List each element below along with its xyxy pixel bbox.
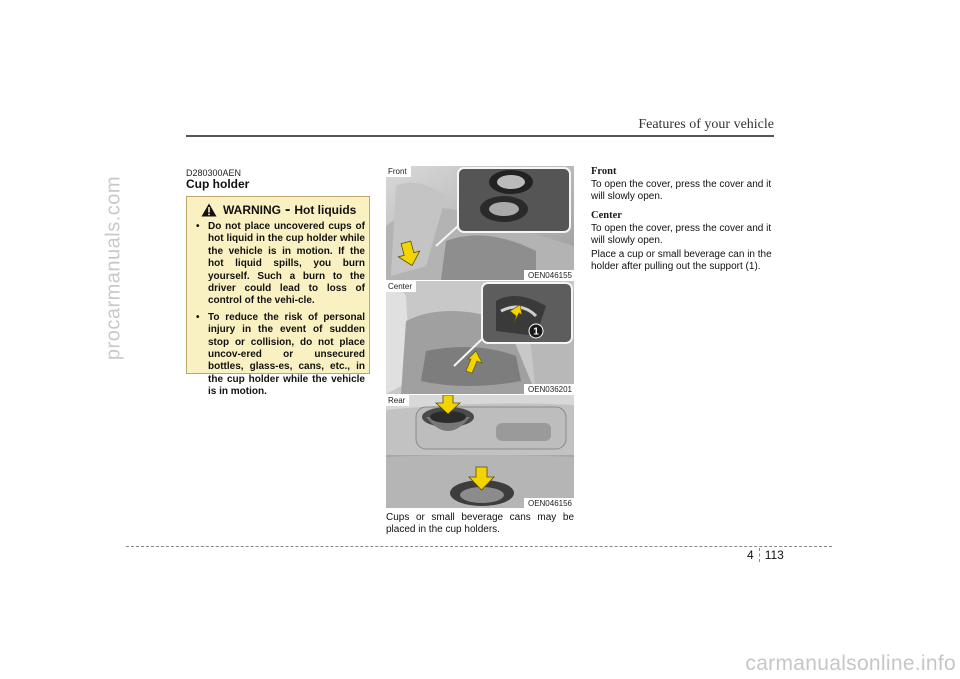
- page-number: [747, 548, 784, 562]
- warning-triangle-icon: [201, 203, 217, 217]
- section-heading: Cup holder: [186, 177, 250, 191]
- warning-subtitle: Hot liquids: [294, 203, 357, 217]
- instruction-text: To open the cover, press the cover and it will slowly open.: [591, 179, 772, 202]
- figure-rear-cup-holder: [386, 395, 574, 508]
- warning-title: WARNING: [223, 203, 281, 217]
- figure-label: Rear: [386, 395, 409, 406]
- instruction-text: To open the cover, press the cover and it will slowly open.: [591, 223, 772, 246]
- front-cup-holder-illustration: [386, 166, 574, 280]
- document-code: D280300AEN: [186, 168, 242, 178]
- figure-code: OEN046156: [524, 498, 574, 508]
- figure-front-cup-holder: [386, 166, 574, 280]
- warning-header: [201, 203, 356, 217]
- instruction-text: Place a cup or small beverage can in the holder after pulling out the support (1).: [591, 249, 772, 272]
- instructions-column: [591, 166, 775, 280]
- callout-number-1: [529, 324, 543, 338]
- warning-item: • To reduce the risk of personal injury in the event of sudden stop or collision, do not place uncov-ered or unsecured bottles, glass-es, cans, etc., in the cup holder while the vehicle is in motion.: [196, 311, 365, 398]
- figure-code: OEN036201: [524, 384, 574, 394]
- warning-dash: -: [285, 201, 291, 218]
- warning-box: [186, 196, 370, 398]
- warning-item: • Do not place uncovered cups of hot liquid in the cup holder while the vehicle is in motion. If the hot liquid spills, you burn yourself. Such a burn to the driver could lead to loss of control of the vehi-cle.: [196, 221, 365, 307]
- instruction-title: Center: [591, 210, 622, 221]
- figure-code: OEN046155: [524, 270, 574, 280]
- page-separator: [759, 548, 760, 562]
- figure-label: Center: [386, 281, 416, 292]
- rear-cup-holder-illustration: [386, 395, 574, 508]
- section-title: Features of your vehicle: [638, 117, 774, 132]
- figure-center-cup-holder: [386, 281, 574, 394]
- footer-watermark: carmanualsonline.info: [745, 652, 956, 675]
- instruction-title: Front: [591, 166, 617, 177]
- warning-list: [195, 221, 365, 403]
- figure-caption: Cups or small beverage cans may be placed in the cup holders.: [386, 512, 574, 535]
- svg-text:1: 1: [533, 326, 539, 338]
- footer-rule: [126, 546, 832, 547]
- center-cup-holder-illustration: [386, 281, 574, 394]
- page-number-value: 113: [764, 548, 784, 562]
- header-rule: [186, 135, 774, 137]
- chapter-number: 4: [747, 548, 754, 562]
- figure-label: Front: [386, 166, 411, 177]
